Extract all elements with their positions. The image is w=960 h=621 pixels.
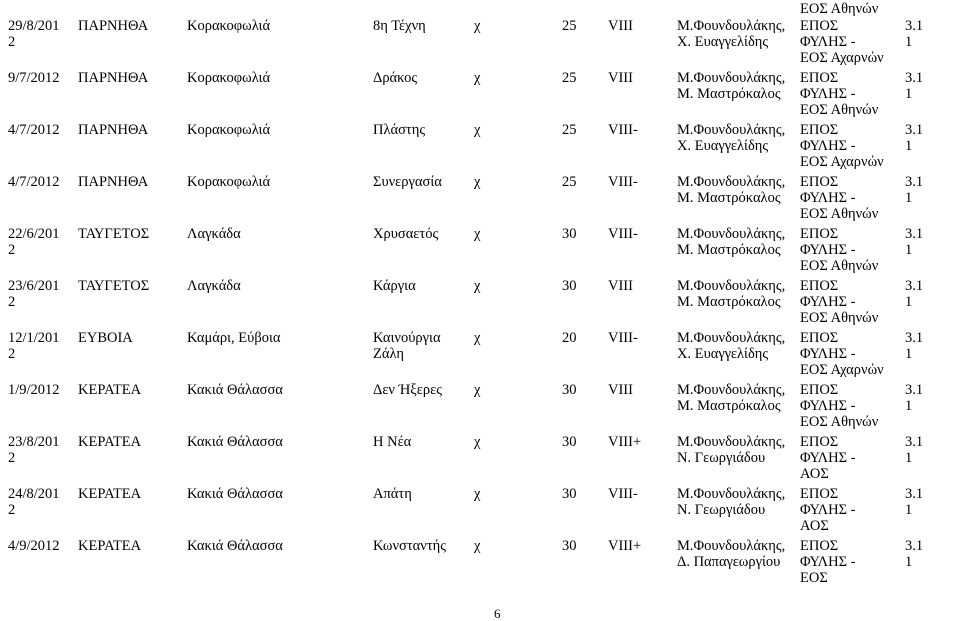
- row-date: 12/1/201 2: [8, 330, 60, 362]
- row-score: 3.1 1: [905, 226, 924, 258]
- row-route: Κάργια: [373, 278, 416, 294]
- row-length: 30: [562, 278, 577, 294]
- row-team: Μ.Φουνδουλάκης, Ν. Γεωργιάδου: [677, 486, 786, 518]
- row-grade: VIII-: [608, 174, 638, 190]
- row-score: 3.1 1: [905, 330, 924, 362]
- row-mark: χ: [474, 18, 481, 34]
- row-mark: χ: [474, 330, 481, 346]
- row-mark: χ: [474, 278, 481, 294]
- row-place: Λαγκάδα: [187, 278, 241, 294]
- row-team: Μ.Φουνδουλάκης, Χ. Ευαγγελίδης: [677, 330, 786, 362]
- top-club-continuation: ΕΟΣ Αθηνών: [800, 1, 879, 17]
- row-area: ΤΑΥΓΕΤΟΣ: [78, 278, 150, 294]
- row-length: 25: [562, 122, 577, 138]
- row-mark: χ: [474, 434, 481, 450]
- row-mark: χ: [474, 122, 481, 138]
- row-grade: VIII-: [608, 486, 638, 502]
- row-mark: χ: [474, 486, 481, 502]
- row-grade: VIII: [608, 278, 633, 294]
- row-score: 3.1 1: [905, 382, 924, 414]
- row-grade: VIII: [608, 382, 633, 398]
- row-team: Μ.Φουνδουλάκης, Δ. Παπαγεωργίου: [677, 538, 786, 570]
- row-date: 9/7/2012: [8, 70, 60, 86]
- row-length: 30: [562, 434, 577, 450]
- row-grade: VIII: [608, 18, 633, 34]
- row-date: 1/9/2012: [8, 382, 60, 398]
- row-club: ΕΠΟΣ ΦΥΛΗΣ - ΑΟΣ: [800, 434, 856, 482]
- row-score: 3.1 1: [905, 278, 924, 310]
- row-route: Δεν Ήξερες: [373, 382, 442, 398]
- row-grade: VIII+: [608, 434, 642, 450]
- row-club: ΕΠΟΣ ΦΥΛΗΣ - ΕΟΣ Αθηνών: [800, 174, 879, 222]
- row-route: Συνεργασία: [373, 174, 442, 190]
- row-length: 30: [562, 382, 577, 398]
- row-score: 3.1 1: [905, 538, 924, 570]
- row-date: 22/6/201 2: [8, 226, 60, 258]
- row-area: ΚΕΡΑΤΕΑ: [78, 538, 142, 554]
- row-score: 3.1 1: [905, 434, 924, 466]
- row-date: 23/8/201 2: [8, 434, 60, 466]
- row-area: ΚΕΡΑΤΕΑ: [78, 434, 142, 450]
- row-grade: VIII+: [608, 538, 642, 554]
- row-route: Χρυσαετός: [373, 226, 439, 242]
- row-length: 30: [562, 226, 577, 242]
- row-length: 25: [562, 18, 577, 34]
- row-area: ΕΥΒΟΙΑ: [78, 330, 133, 346]
- row-date: 24/8/201 2: [8, 486, 60, 518]
- row-place: Κακιά Θάλασσα: [187, 538, 283, 554]
- row-club: ΕΠΟΣ ΦΥΛΗΣ - ΑΟΣ: [800, 486, 856, 534]
- row-date: 29/8/201 2: [8, 18, 60, 50]
- row-score: 3.1 1: [905, 122, 924, 154]
- row-area: ΠΑΡΝΗΘΑ: [78, 122, 149, 138]
- row-team: Μ.Φουνδουλάκης, Χ. Ευαγγελίδης: [677, 18, 786, 50]
- row-place: Κορακοφωλιά: [187, 18, 271, 34]
- row-area: ΚΕΡΑΤΕΑ: [78, 486, 142, 502]
- row-area: ΤΑΥΓΕΤΟΣ: [78, 226, 150, 242]
- row-date: 4/7/2012: [8, 122, 60, 138]
- row-team: Μ.Φουνδουλάκης, Χ. Ευαγγελίδης: [677, 122, 786, 154]
- row-route: Απάτη: [373, 486, 412, 502]
- row-club: ΕΠΟΣ ΦΥΛΗΣ - ΕΟΣ Αθηνών: [800, 382, 879, 430]
- row-mark: χ: [474, 538, 481, 554]
- row-mark: χ: [474, 174, 481, 190]
- row-place: Κακιά Θάλασσα: [187, 486, 283, 502]
- row-date: 4/7/2012: [8, 174, 60, 190]
- row-route: Η Νέα: [373, 434, 412, 450]
- row-length: 20: [562, 330, 577, 346]
- row-route: Κωνσταντής: [373, 538, 446, 554]
- row-grade: VIII-: [608, 330, 638, 346]
- row-club: ΕΠΟΣ ΦΥΛΗΣ - ΕΟΣ Αθηνών: [800, 226, 879, 274]
- row-place: Κορακοφωλιά: [187, 122, 271, 138]
- row-route: 8η Τέχνη: [373, 18, 426, 34]
- row-area: ΠΑΡΝΗΘΑ: [78, 70, 149, 86]
- row-route: Πλάστης: [373, 122, 426, 138]
- row-grade: VIII-: [608, 226, 638, 242]
- row-score: 3.1 1: [905, 70, 924, 102]
- row-grade: VIII: [608, 70, 633, 86]
- row-date: 4/9/2012: [8, 538, 60, 554]
- row-place: Καμάρι, Εύβοια: [187, 330, 281, 346]
- row-team: Μ.Φουνδουλάκης, Μ. Μαστρόκαλος: [677, 382, 786, 414]
- row-score: 3.1 1: [905, 18, 924, 50]
- row-team: Μ.Φουνδουλάκης, Μ. Μαστρόκαλος: [677, 174, 786, 206]
- row-length: 30: [562, 538, 577, 554]
- row-place: Κακιά Θάλασσα: [187, 434, 283, 450]
- row-club: ΕΠΟΣ ΦΥΛΗΣ - ΕΟΣ Αχαρνών: [800, 122, 884, 170]
- row-place: Λαγκάδα: [187, 226, 241, 242]
- row-length: 25: [562, 174, 577, 190]
- row-club: ΕΠΟΣ ΦΥΛΗΣ - ΕΟΣ Αχαρνών: [800, 18, 884, 66]
- row-team: Μ.Φουνδουλάκης, Ν. Γεωργιάδου: [677, 434, 786, 466]
- row-club: ΕΠΟΣ ΦΥΛΗΣ - ΕΟΣ Αχαρνών: [800, 330, 884, 378]
- row-score: 3.1 1: [905, 174, 924, 206]
- row-team: Μ.Φουνδουλάκης, Μ. Μαστρόκαλος: [677, 70, 786, 102]
- row-place: Κορακοφωλιά: [187, 70, 271, 86]
- row-route: Καινούργια Ζάλη: [373, 330, 441, 362]
- row-place: Κακιά Θάλασσα: [187, 382, 283, 398]
- row-date: 23/6/201 2: [8, 278, 60, 310]
- row-area: ΚΕΡΑΤΕΑ: [78, 382, 142, 398]
- page-number: 6: [494, 606, 501, 621]
- row-length: 25: [562, 70, 577, 86]
- row-mark: χ: [474, 382, 481, 398]
- row-club: ΕΠΟΣ ΦΥΛΗΣ - ΕΟΣ Αθηνών: [800, 278, 879, 326]
- row-length: 30: [562, 486, 577, 502]
- row-team: Μ.Φουνδουλάκης, Μ. Μαστρόκαλος: [677, 278, 786, 310]
- row-grade: VIII-: [608, 122, 638, 138]
- row-club: ΕΠΟΣ ΦΥΛΗΣ - ΕΟΣ: [800, 538, 856, 586]
- row-area: ΠΑΡΝΗΘΑ: [78, 174, 149, 190]
- row-place: Κορακοφωλιά: [187, 174, 271, 190]
- row-mark: χ: [474, 70, 481, 86]
- row-score: 3.1 1: [905, 486, 924, 518]
- row-team: Μ.Φουνδουλάκης, Μ. Μαστρόκαλος: [677, 226, 786, 258]
- row-area: ΠΑΡΝΗΘΑ: [78, 18, 149, 34]
- row-route: Δράκος: [373, 70, 418, 86]
- row-mark: χ: [474, 226, 481, 242]
- row-club: ΕΠΟΣ ΦΥΛΗΣ - ΕΟΣ Αθηνών: [800, 70, 879, 118]
